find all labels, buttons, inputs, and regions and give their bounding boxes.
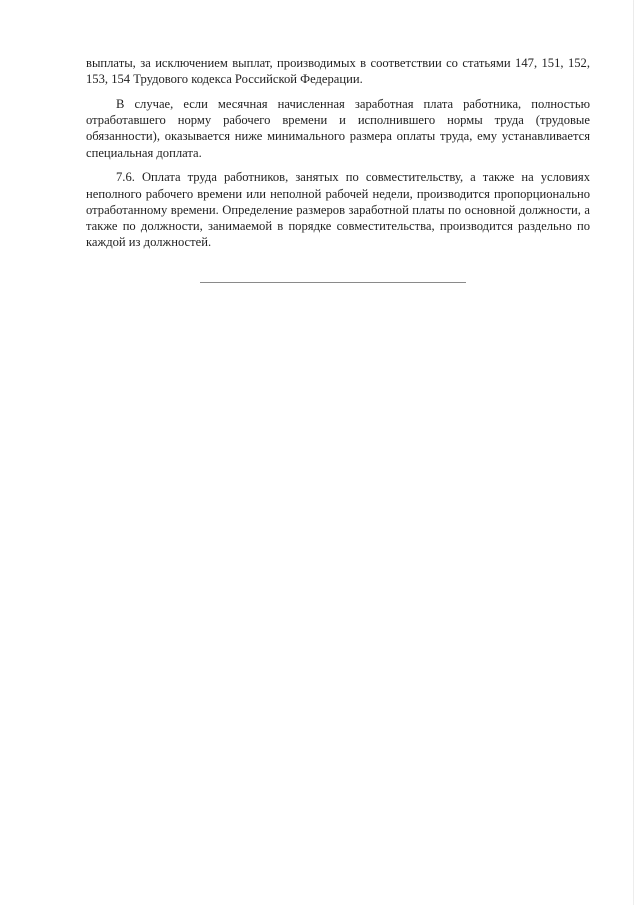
paragraph-7-6: 7.6. Оплата труда работников, занятых по совместительству, а также на условиях неполного рабочего времени или неполной рабочей недели, производится пропорционально отработанному времени. Определение размеров заработной платы по основной должности, а также по должности, занимаемой в порядке совместительства, производится раздельно по каждой из должностей. bbox=[86, 170, 590, 250]
scan-edge-line bbox=[633, 0, 634, 905]
paragraph-minimum-wage-supplement: В случае, если месячная начисленная заработная плата работника, полностью отработавшего норму рабочего времени и исполнившего нормы труда (трудовые обязанности), оказывается ниже минимального размера оплаты труда, ему устанавливается специальная доплата. bbox=[86, 97, 590, 160]
document-body bbox=[86, 55, 590, 259]
end-separator-line bbox=[200, 282, 466, 283]
paragraph-continuation: выплаты, за исключением выплат, производимых в соответствии со статьями 147, 151, 152, 153, 154 Трудового кодекса Российской Федерации. bbox=[86, 56, 590, 87]
